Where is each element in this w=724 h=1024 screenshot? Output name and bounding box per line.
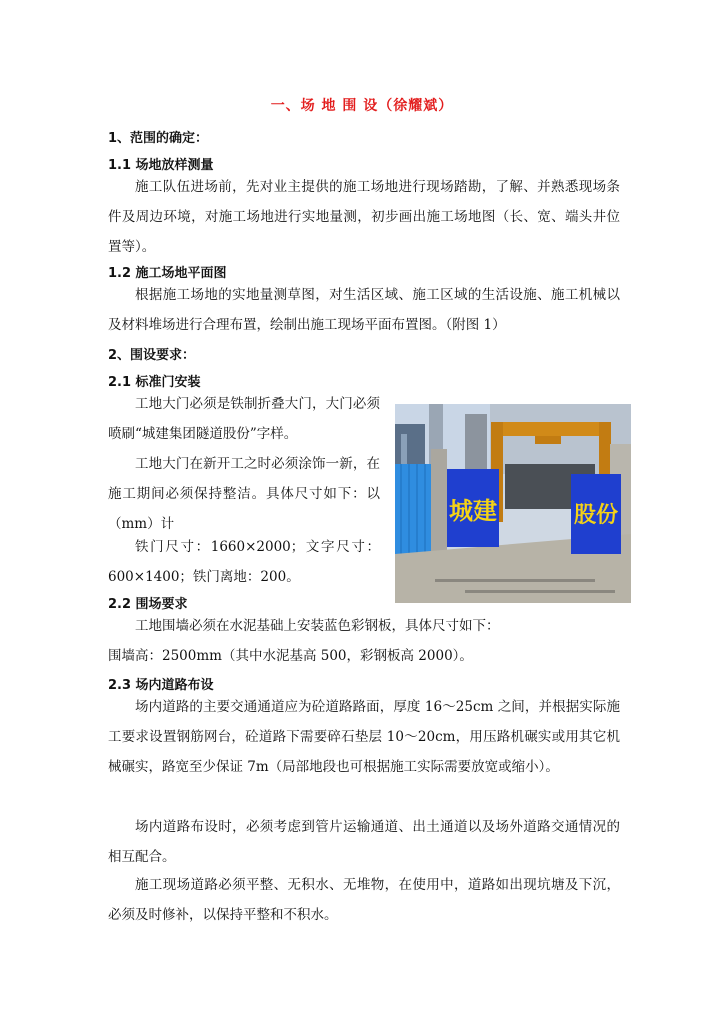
section-1-2-text: 根据施工场地的实地量测草图，对生活区域、施工区域的生活设施、施工机械以及材料堆场进行合理布置，绘制出施工现场平面布置图。（附图 1） <box>108 287 620 333</box>
section-1-1-heading: 1.1 场地放样测量 <box>108 158 214 173</box>
sign-left-text: 城建 <box>449 497 497 525</box>
section-2-2-heading: 2.2 围场要求 <box>108 597 188 612</box>
section-2-1-para-1: 工地大门必须是铁制折叠大门，大门必须喷刷“城建集团隧道股份”字样。 <box>108 396 380 442</box>
section-2-3-heading: 2.3 场内道路布设 <box>108 678 214 693</box>
section-1-heading: 1、范围的确定： <box>108 131 209 146</box>
section-2-2-para-2: 围墙高：2500mm（其中水泥基高 500，彩钢板高 2000）。 <box>108 648 473 664</box>
section-1-2-heading: 1.2 施工场地平面图 <box>108 266 227 281</box>
page-title: 一、场 地 围 设（徐耀斌） <box>270 98 454 114</box>
sign-right-text: 股份 <box>573 503 619 528</box>
section-2-heading: 2、围设要求： <box>108 348 196 363</box>
section-2-1-heading: 2.1 标准门安装 <box>108 375 201 390</box>
gate-photo <box>395 404 631 603</box>
section-2-1-para-3: 铁门尺寸：1660×2000；文字尺寸：600×1400；铁门离地：200。 <box>108 539 380 585</box>
section-2-3-para-3: 施工现场道路必须平整、无积水、无堆物，在使用中，道路如出现坑塘及下沉，必须及时修补，以保持平整和不积水。 <box>108 877 620 923</box>
section-2-1-para-2: 工地大门在新开工之时必须涂饰一新，在施工期间必须保持整洁。具体尺寸如下：以（mm）计 <box>108 456 380 532</box>
section-2-2-para-1: 工地围墙必须在水泥基础上安装蓝色彩钢板，具体尺寸如下： <box>135 618 500 634</box>
section-2-3-para-1: 场内道路的主要交通通道应为砼道路路面，厚度 16～25cm 之间，并根据实际施工要求设置钢筋网台，砼道路下需要碎石垫层 10～20cm，用压路机碾实或用其它机械碾实，路宽至少保证 7m（局部地段也可根据施工实际需要放宽或缩小）。 <box>108 699 620 775</box>
section-2-3-para-2: 场内道路布设时，必须考虑到管片运输通道、出土通道以及场外道路交通情况的相互配合。 <box>108 819 620 865</box>
section-1-1-text: 施工队伍进场前，先对业主提供的施工场地进行现场踏勘，了解、并熟悉现场条件及周边环境，对施工场地进行实地量测，初步画出施工场地图（长、宽、端头井位置等）。 <box>108 179 620 255</box>
